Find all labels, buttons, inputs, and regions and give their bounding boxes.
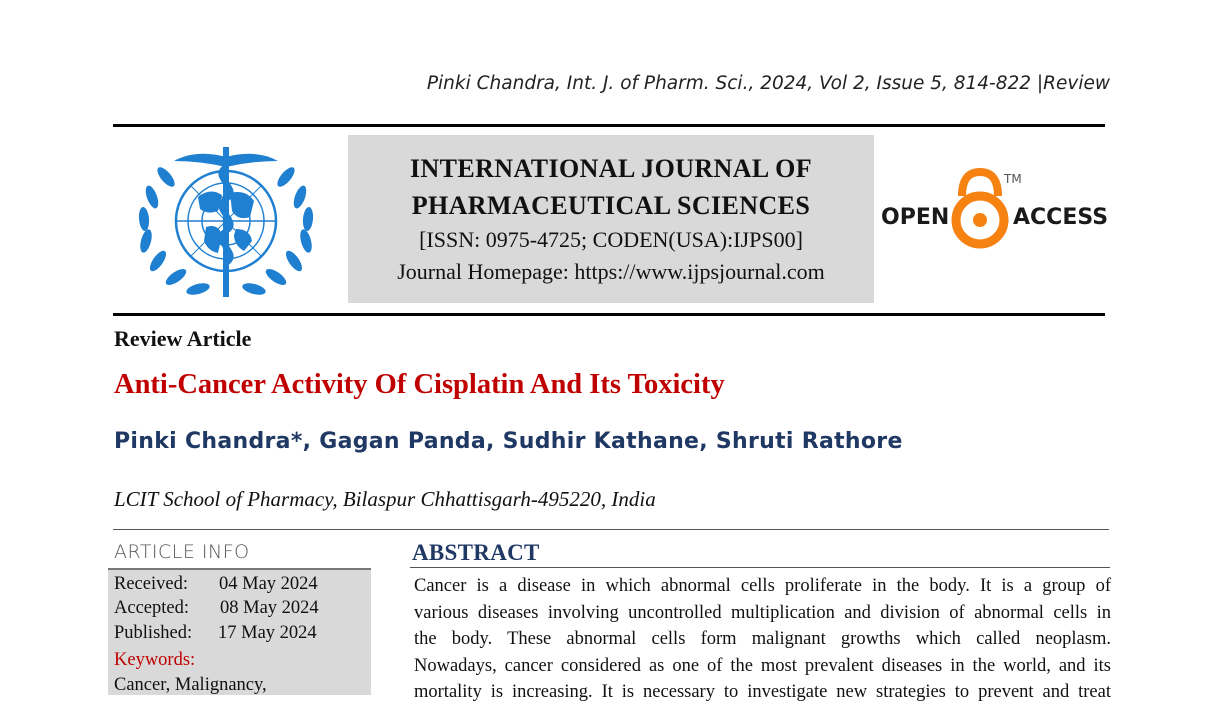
journal-masthead [348,135,874,303]
accepted-date: 08 May 2024 [220,598,319,618]
abstract-body [414,573,1111,706]
published-label: Published: [114,623,193,643]
section-divider [113,529,1109,530]
article-type: Review Article [114,326,252,351]
running-header: Pinki Chandra, Int. J. of Pharm. Sci., 2024, Vol 2, Issue 5, 814-822 |Review [426,73,1110,94]
open-access-open-text: OPEN [881,205,950,230]
keywords-text: Cancer, Malignancy, [114,675,267,695]
published-row [114,623,317,644]
abstract-line: Nowadays, cancer considered as one of the most prevalent diseases in the world, and its [414,655,1111,676]
received-row [114,574,318,595]
trademark-symbol: TM [1004,172,1022,186]
abstract-line: mortality is increasing. It is necessary to investigate new strategies to prevent and treat [414,682,1111,702]
abstract-rule [410,567,1110,568]
received-date: 04 May 2024 [219,574,318,594]
journal-homepage: Journal Homepage: https://www.ijpsjournal.com [397,259,825,284]
masthead-top-rule [113,124,1105,127]
article-title: Anti-Cancer Activity Of Cisplatin And Its Toxicity [114,369,725,400]
keywords-label: Keywords: [114,650,196,670]
open-access-access-text: ACCESS [1013,205,1108,230]
accepted-row [114,598,319,619]
masthead-bottom-rule [113,313,1105,316]
who-emblem-logo [126,137,326,305]
abstract-line: the body. These abnormal cells form malignant growths which called neoplasm. [414,629,1111,649]
published-date: 17 May 2024 [218,623,317,643]
journal-title-line1: INTERNATIONAL JOURNAL OF [409,154,813,183]
abstract-line: various diseases involving uncontrolled multiplication and division of abnormal cells in [414,602,1111,623]
received-label: Received: [114,574,188,594]
abstract-heading: ABSTRACT [412,540,540,565]
abstract-line: Cancer is a disease in which abnormal cells proliferate in the body. It is a group of [414,576,1111,596]
journal-issn: [ISSN: 0975-4725; CODEN(USA):IJPS00] [419,227,803,252]
open-access-lock-icon [880,168,1108,252]
affiliation: LCIT School of Pharmacy, Bilaspur Chhattisgarh-495220, India [114,487,656,511]
accepted-label: Accepted: [114,598,189,618]
journal-title-line2: PHARMACEUTICAL SCIENCES [411,191,811,220]
article-info-heading: ARTICLE INFO [114,541,250,563]
author-list: Pinki Chandra*, Gagan Panda, Sudhir Kathane, Shruti Rathore [114,429,903,454]
